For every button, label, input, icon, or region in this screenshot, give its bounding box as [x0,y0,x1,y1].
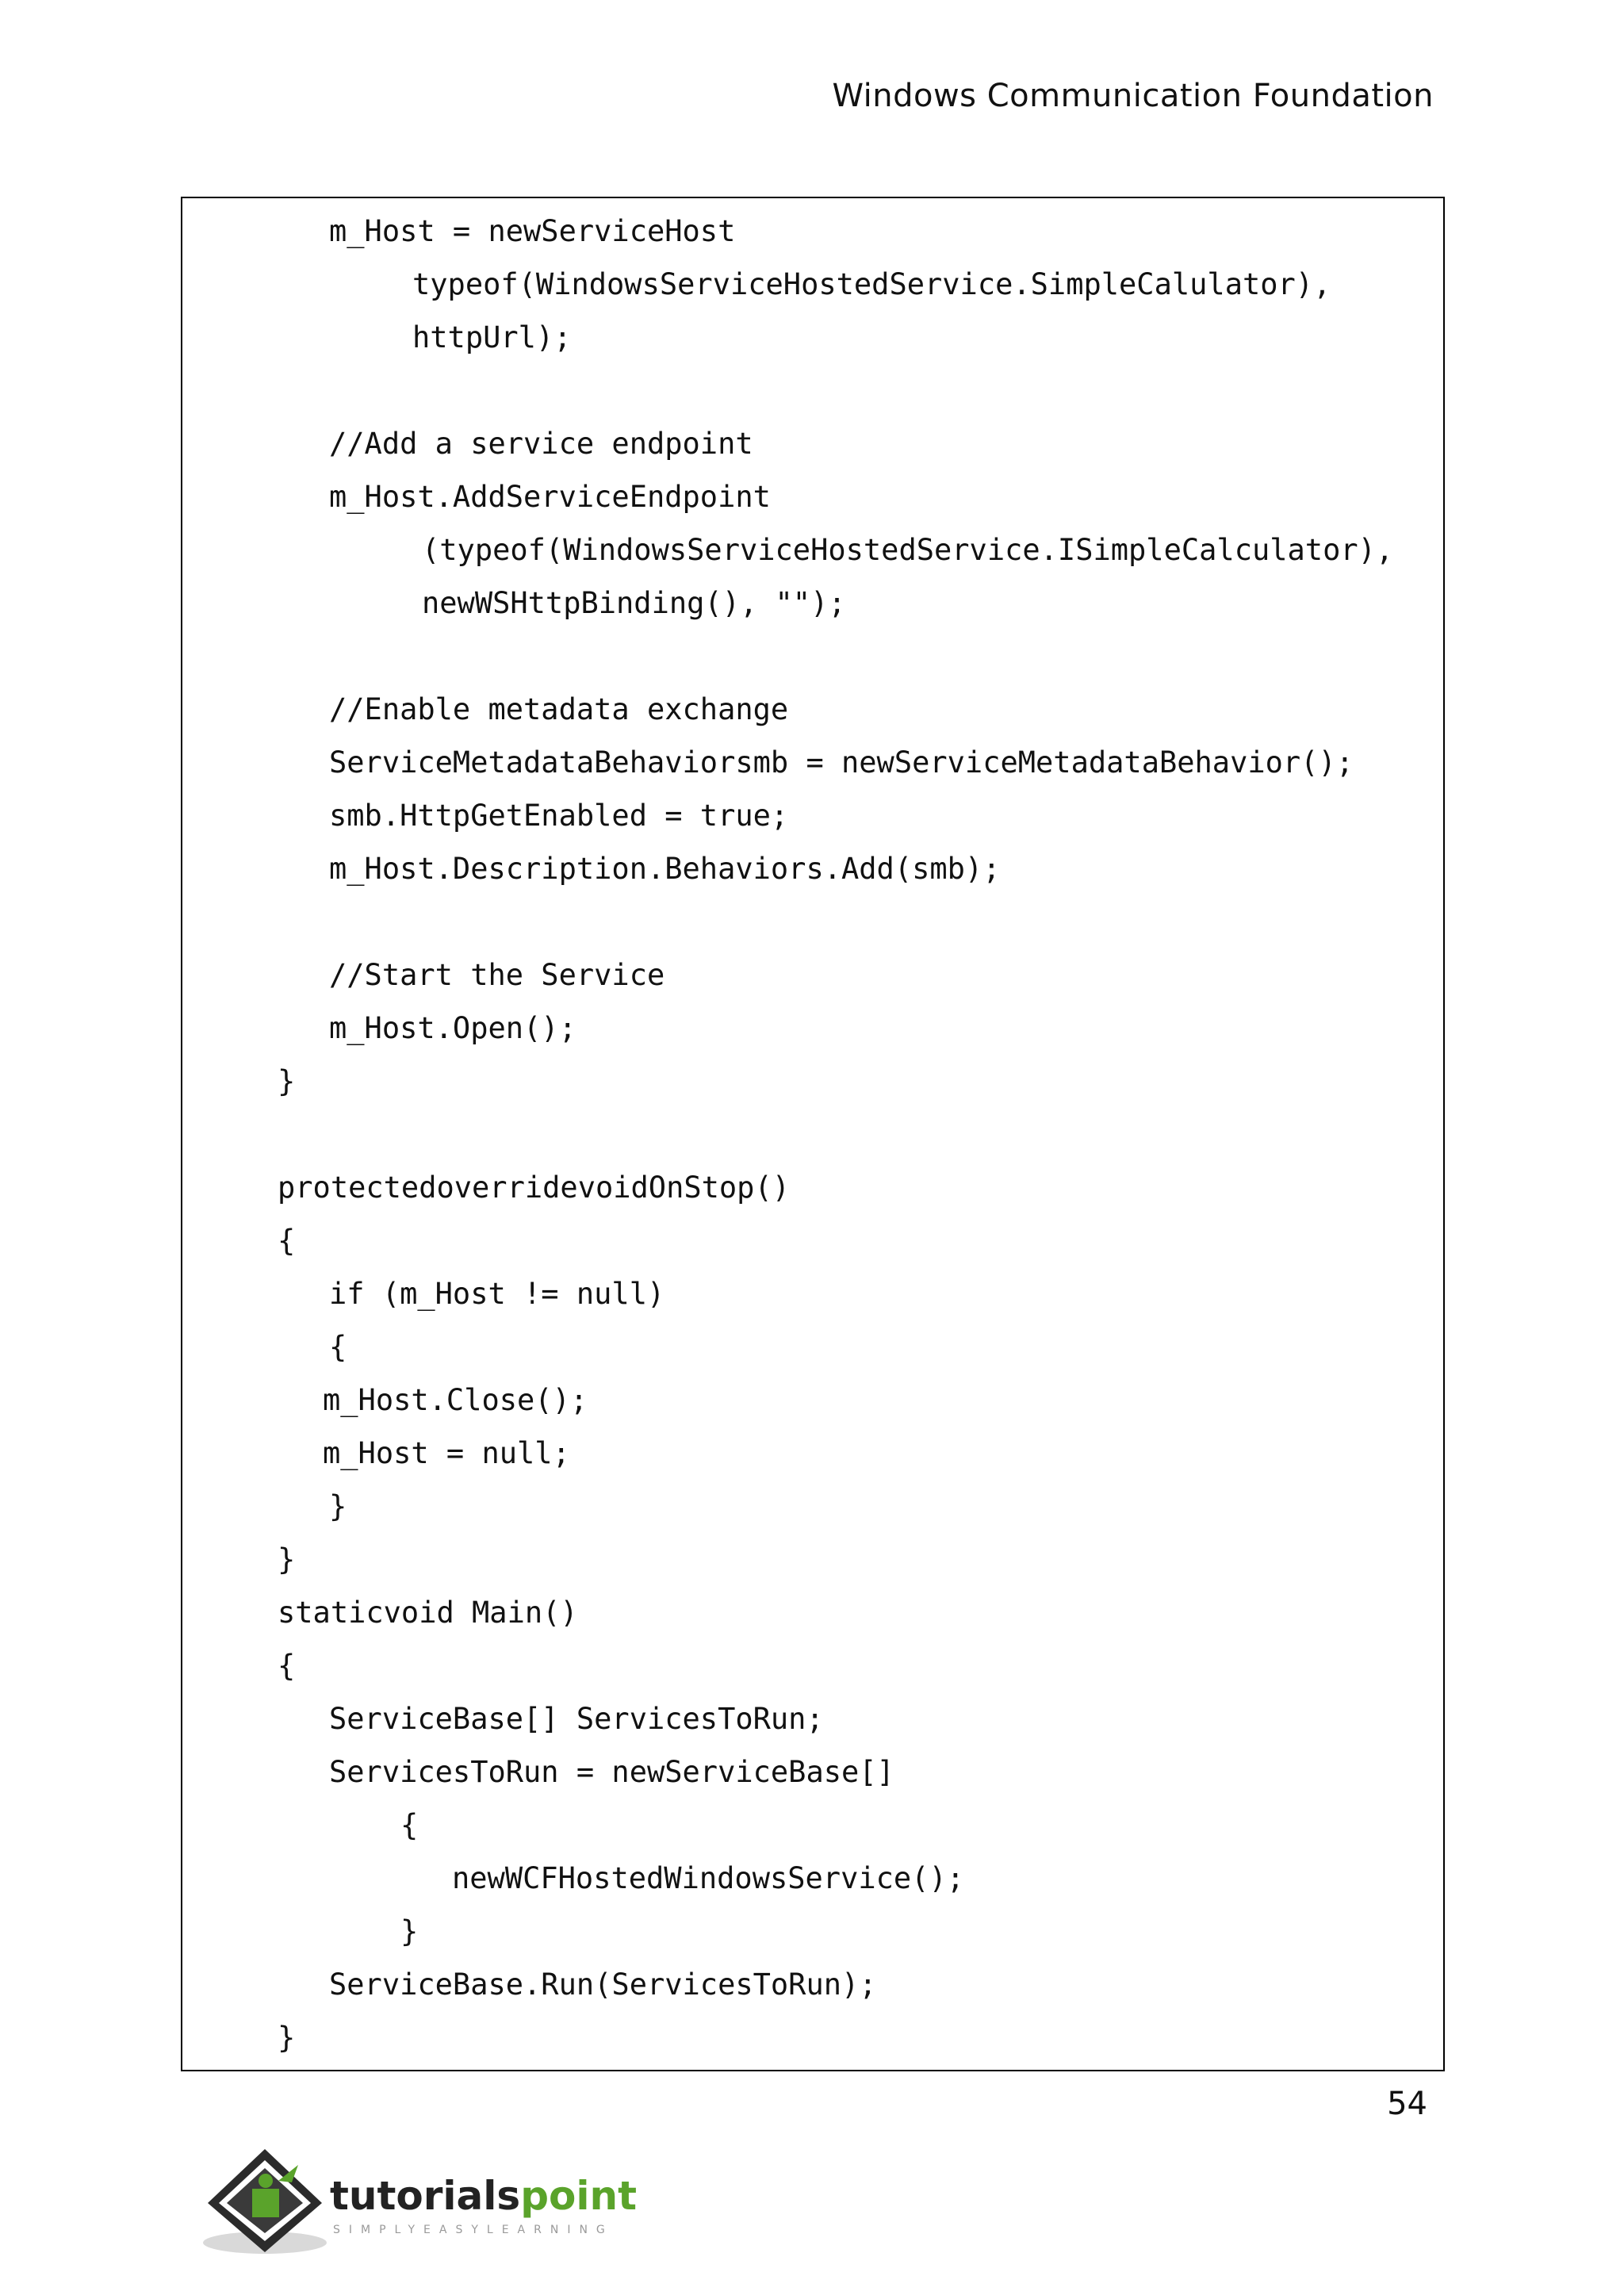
code-line: protectedoverridevoidOnStop() [278,1170,791,1205]
code-line: ServicesToRun = newServiceBase[] [329,1755,894,1789]
code-line: } [278,1542,296,1577]
code-line: ServiceMetadataBehaviorsmb = newServiceMetadataBehavior(); [329,745,1354,780]
code-line: httpUrl); [412,320,572,354]
code-line: m_Host.Open(); [329,1011,576,1045]
code-line: if (m_Host != null) [329,1277,665,1311]
code-line: staticvoid Main() [278,1596,578,1630]
code-line: } [329,1489,347,1523]
code-line: m_Host = null; [323,1436,570,1470]
code-line: newWCFHostedWindowsService(); [452,1861,965,1895]
code-line: { [400,1808,419,1842]
code-line: //Start the Service [329,958,665,992]
code-listing [181,197,1445,2071]
tutorialspoint-logo [203,2141,647,2260]
code-line: //Add a service endpoint [329,427,753,461]
code-line: smb.HttpGetEnabled = true; [329,799,789,833]
logo-wordmark-green: point [520,2173,637,2219]
code-line: } [278,1064,296,1098]
page-number: 54 [1387,2086,1427,2122]
code-line: m_Host.Description.Behaviors.Add(smb); [329,852,1001,886]
code-line: m_Host.AddServiceEndpoint [329,480,771,514]
code-line: m_Host.Close(); [323,1383,588,1417]
code-line: ServiceBase.Run(ServicesToRun); [329,1967,877,2002]
code-line: ServiceBase[] ServicesToRun; [329,1702,824,1736]
code-line: newWSHttpBinding(), ""); [422,586,846,620]
page-header-title: Windows Communication Foundation [832,78,1434,114]
logo-tagline: SIMPLYEASYLEARNING [333,2224,614,2236]
logo-wordmark-dark: tutorials [330,2173,521,2219]
code-line: } [400,1914,419,1948]
code-line: m_Host = newServiceHost [329,214,736,248]
code-line: { [278,1649,296,1683]
code-line: } [278,2021,296,2055]
code-line: (typeof(WindowsServiceHostedService.ISimpleCalculator), [422,533,1394,567]
code-line: { [329,1330,347,1364]
code-line: //Enable metadata exchange [329,692,789,726]
code-line: typeof(WindowsServiceHostedService.SimpleCalulator), [412,267,1331,301]
code-line: { [278,1224,296,1258]
logo-wordmark [330,2173,637,2219]
